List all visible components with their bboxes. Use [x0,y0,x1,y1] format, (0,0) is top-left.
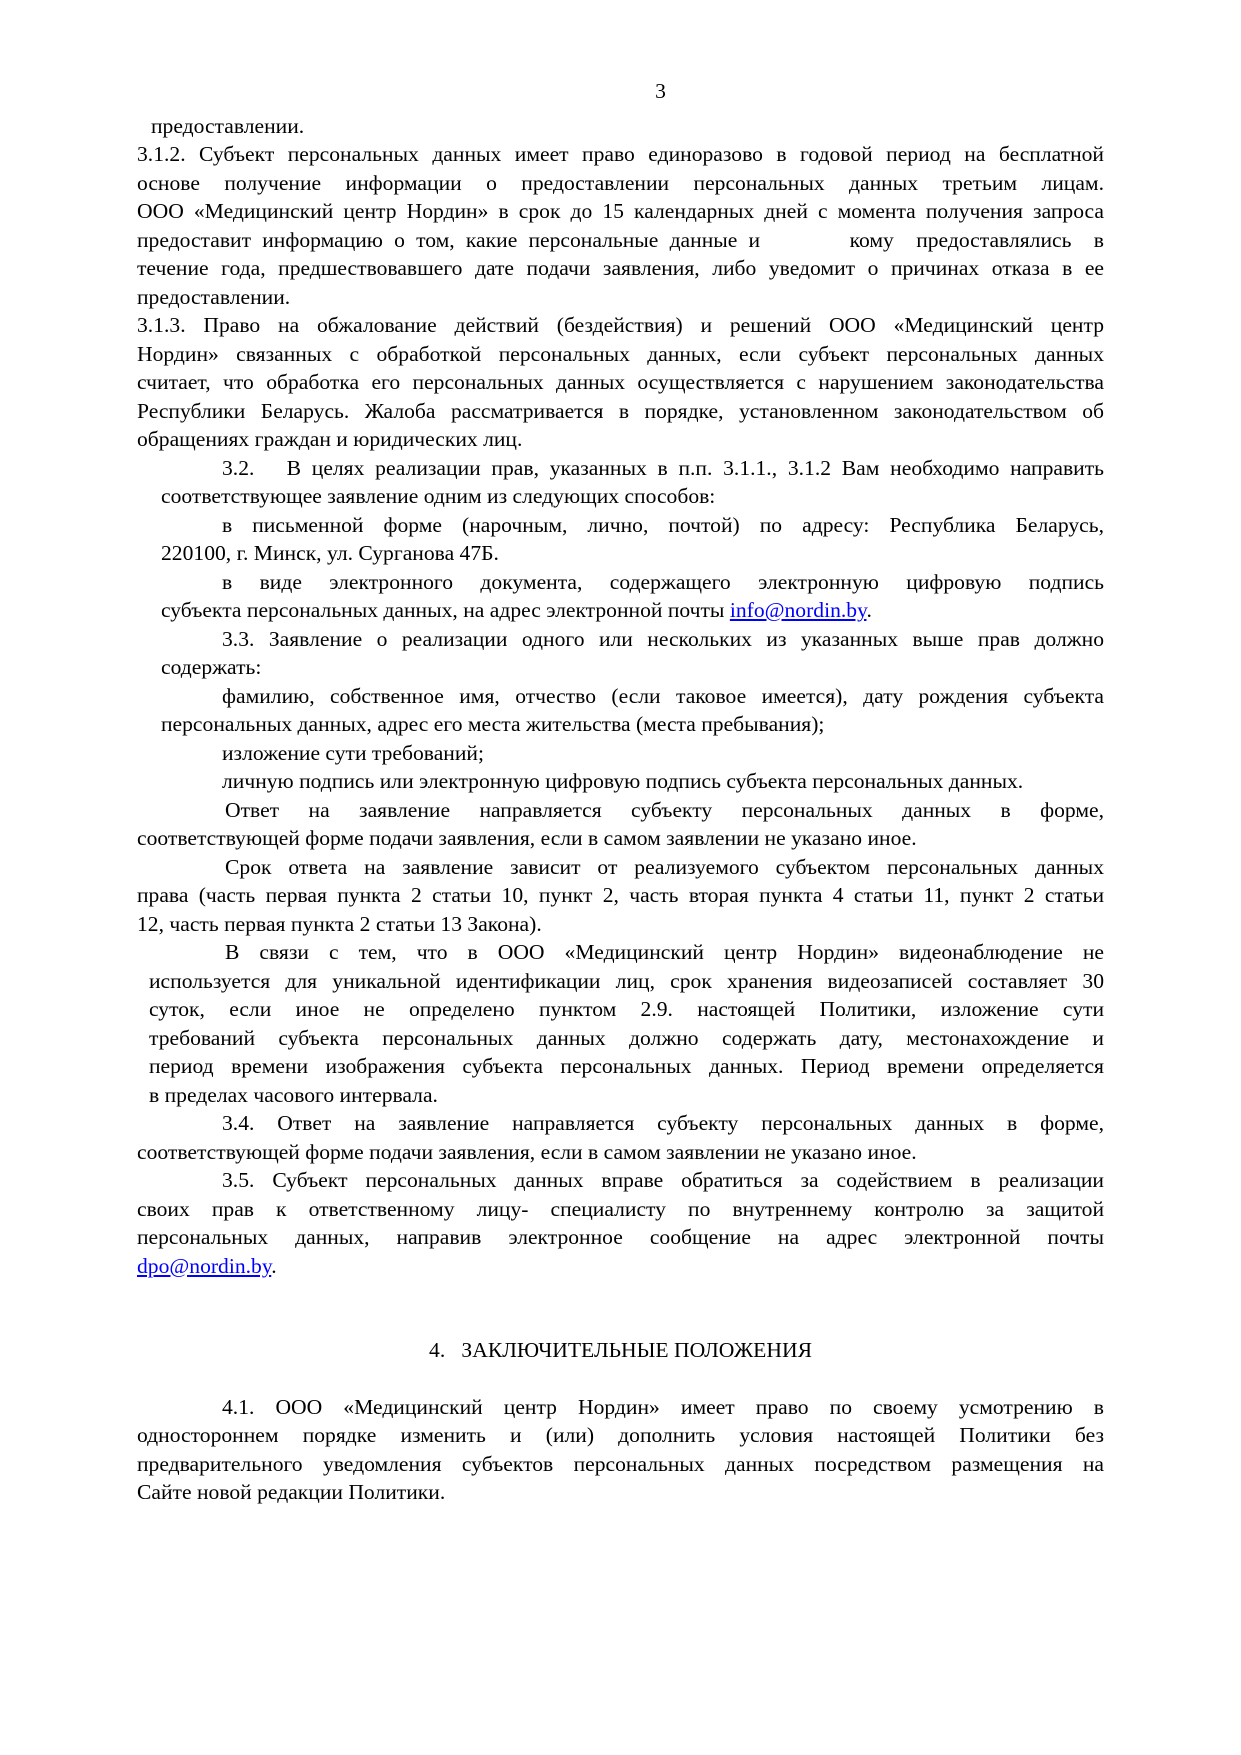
text-segment: персональных данных, направив электронное сообщение на адрес электронной почты [137,1225,1104,1249]
text-line [137,625,1104,654]
text-line [137,682,1104,711]
text-line [137,454,1104,483]
text-segment: предоставит информацию о том, какие персональные данные и кому предоставлялись в [137,227,1104,252]
text-line [137,739,1104,768]
text-line [137,1024,1104,1053]
text-line [137,1081,1104,1110]
text-segment: 12, часть первая пункта 2 статьи 13 Закона). [137,911,542,936]
text-segment: обращениях граждан и юридических лиц. [137,427,523,451]
text-segment: фамилию, собственное имя, отчество (если таковое имеется), дату рождения субъекта [222,683,1104,708]
text-segment: 220100, г. Минск, ул. Сурганова 47Б. [161,541,499,565]
text-line [137,112,1104,141]
text-line [137,1421,1104,1450]
text-line [137,1393,1104,1422]
text-line [137,254,1104,283]
text-line [137,710,1104,739]
text-line [137,340,1104,369]
text-line [137,1052,1104,1081]
text-segment: 3.1.3. Право на обжалование действий (бездействия) и решений ООО «Медицинский центр [137,313,1104,337]
text-segment: 4. ЗАКЛЮЧИТЕЛЬНЫЕ ПОЛОЖЕНИЯ [429,1338,812,1362]
text-line [137,511,1104,540]
text-line [137,568,1104,597]
text-line [137,1223,1104,1252]
text-segment: . [866,598,872,622]
text-segment: предварительного уведомления субъектов персональных данных посредством размещения на [137,1451,1104,1476]
email-link-info[interactable]: info@nordin.by [729,598,867,622]
text-segment: 4.1. ООО «Медицинский центр Нордин» имеет право по своему усмотрению в [222,1394,1104,1419]
text-segment: 3.5. Субъект персональных данных вправе обратиться за содействием в реализации [222,1168,1104,1192]
text-line [137,283,1104,312]
text-segment: содержать: [161,655,262,679]
text-segment: соответствующее заявление одним из следующих способов: [161,484,716,508]
text-line [137,881,1104,910]
text-segment: в письменной форме (нарочным, лично, почтой) по адресу: Республика Беларусь, [222,512,1104,537]
text-line [137,653,1104,682]
text-segment: предоставлении. [137,284,291,309]
text-line [137,397,1104,426]
text-line [137,910,1104,939]
text-segment: В связи с тем, что в ООО «Медицинский центр Нордин» видеонаблюдение не [225,940,1104,964]
email-link-dpo[interactable]: dpo@nordin.by [137,1253,272,1278]
text-segment: 3.4. Ответ на заявление направляется субъекту персональных данных в форме, [222,1111,1104,1135]
text-segment: период времени изображения субъекта персональных данных. Период времени определяется [149,1054,1104,1078]
text-line [137,368,1104,397]
text-segment: соответствующей форме подачи заявления, если в самом заявлении не указано иное. [137,826,917,850]
text-segment: течение года, предшествовавшего дате подачи заявления, либо уведомит о причинах отказа в ее [137,256,1104,280]
text-segment: в пределах часового интервала. [149,1082,438,1107]
text-segment: в виде электронного документа, содержащего электронную цифровую подпись [222,569,1104,594]
text-line [137,482,1104,511]
text-line [137,767,1104,796]
text-line [137,967,1104,996]
text-line [137,995,1104,1024]
text-line [137,539,1104,568]
text-segment: изложение сути требований; [222,740,484,765]
text-segment: права (часть первая пункта 2 статьи 10, пункт 2, часть вторая пункта 4 статьи 11, пункт 2 статьи [137,883,1104,907]
text-segment: предоставлении. [151,113,305,138]
text-segment: суток, если иное не определено пунктом 2.9. настоящей Политики, изложение сути [149,997,1104,1021]
text-segment: Сайте новой редакции Политики. [137,1480,446,1504]
text-line [137,1252,1104,1281]
text-segment: соответствующей форме подачи заявления, если в самом заявлении не указано иное. [137,1139,917,1164]
text-line [137,1109,1104,1138]
text-segment: одностороннем порядке изменить и (или) дополнить условия настоящей Политики без [137,1423,1104,1447]
text-line [137,197,1104,226]
text-segment: . [271,1253,277,1278]
text-segment: основе получение информации о предоставлении персональных данных третьим лицам. [137,170,1104,195]
text-line [137,938,1104,967]
text-line [137,140,1104,169]
text-line [137,1138,1104,1167]
text-line [137,226,1104,255]
text-segment: 3.2. В целях реализации прав, указанных в п.п. 3.1.1., 3.1.2 Вам необходимо направить [222,455,1104,480]
text-line [137,1478,1104,1507]
text-line [137,1450,1104,1479]
text-segment: персональных данных, адрес его места жительства (места пребывания); [161,712,825,736]
text-line [137,824,1104,853]
text-segment: Ответ на заявление направляется субъекту персональных данных в форме, [225,797,1104,822]
text-line [137,853,1104,882]
section-heading [137,1336,1104,1365]
text-segment: требований субъекта персональных данных должно содержать дату, местонахождение и [149,1025,1104,1050]
text-segment: ООО «Медицинский центр Нордин» в срок до 15 календарных дней с момента получения запроса [137,199,1104,223]
text-line [137,1195,1104,1224]
text-segment: используется для уникальной идентификации лиц, срок хранения видеозаписей составляет 30 [149,968,1104,993]
text-line [137,311,1104,340]
text-segment: считает, что обработка его персональных данных осуществляется с нарушением законодательства [137,370,1104,394]
text-segment: своих прав к ответственному лицу- специалисту по внутреннему контролю за защитой [137,1196,1104,1221]
text-segment: 3.1.2. Субъект персональных данных имеет право единоразово в годовой период на бесплатной [137,142,1104,166]
text-line [137,425,1104,454]
text-segment: Нордин» связанных с обработкой персональных данных, если субъект персональных данных [137,341,1104,366]
text-line [137,169,1104,198]
document-body [137,112,1104,1507]
text-line [137,796,1104,825]
text-segment: личную подпись или электронную цифровую подпись субъекта персональных данных. [222,769,1024,793]
text-segment: Республики Беларусь. Жалоба рассматривается в порядке, установленном законодательством об [137,398,1104,423]
text-line [137,596,1104,625]
text-line [137,1166,1104,1195]
page-number: 3 [655,79,666,103]
text-segment: 3.3. Заявление о реализации одного или нескольких из указанных выше прав должно [222,626,1104,651]
text-segment: субъекта персональных данных, на адрес электронной почты [161,598,730,622]
text-segment: Срок ответа на заявление зависит от реализуемого субъектом персональных данных [225,854,1104,879]
